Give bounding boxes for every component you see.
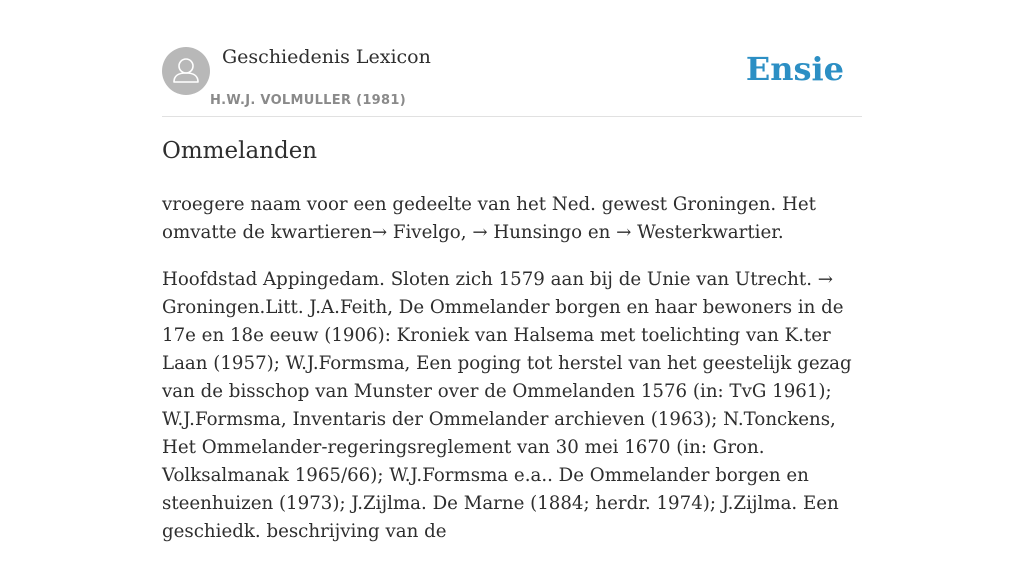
user-silhouette-icon [162, 47, 210, 95]
definition-paragraph: vroegere naam voor een gedeelte van het Ned. gewest Groningen. Het omvatte de kwartieren→ Fivelgo, → Hunsingo en → Westerkwartier. [162, 194, 816, 243]
author-avatar[interactable] [162, 47, 210, 95]
entry-body [162, 191, 867, 565]
references-paragraph: Hoofdstad Appingedam. Sloten zich 1579 aan bij de Unie van Utrecht. → Groningen.Litt. J.A.Feith, De Ommelander borgen en haar bewoners in de 17e en 18e eeuw (1906): Kroniek van Halsema met toelichting van K.ter Laan (1957); W.J.Formsma, Een poging tot herstel van het geestelijk gezag van de bisschop van Munster over de Ommelanden 1576 (in: TvG 1961); W.J.Formsma, Inventaris der Ommelander archieven (1963); N.Tonckens, Het Ommelander-regeringsreglement van 30 mei 1670 (in: Gron. Volksalmanak 1965/66); W.J.Formsma e.a.. De Ommelander borgen en steenhuizen (1973); J.Zijlma. De Marne (1884; herdr. 1974); J.Zijlma. Een geschiedk. beschrijving van de [162, 269, 852, 542]
source-title[interactable]: Geschiedenis Lexicon [222, 46, 431, 68]
source-header [162, 44, 862, 117]
entry-title: Ommelanden [162, 138, 318, 164]
brand-logo-link[interactable]: Ensie [745, 50, 844, 88]
source-author[interactable]: H.W.J. VOLMULLER (1981) [210, 93, 406, 108]
